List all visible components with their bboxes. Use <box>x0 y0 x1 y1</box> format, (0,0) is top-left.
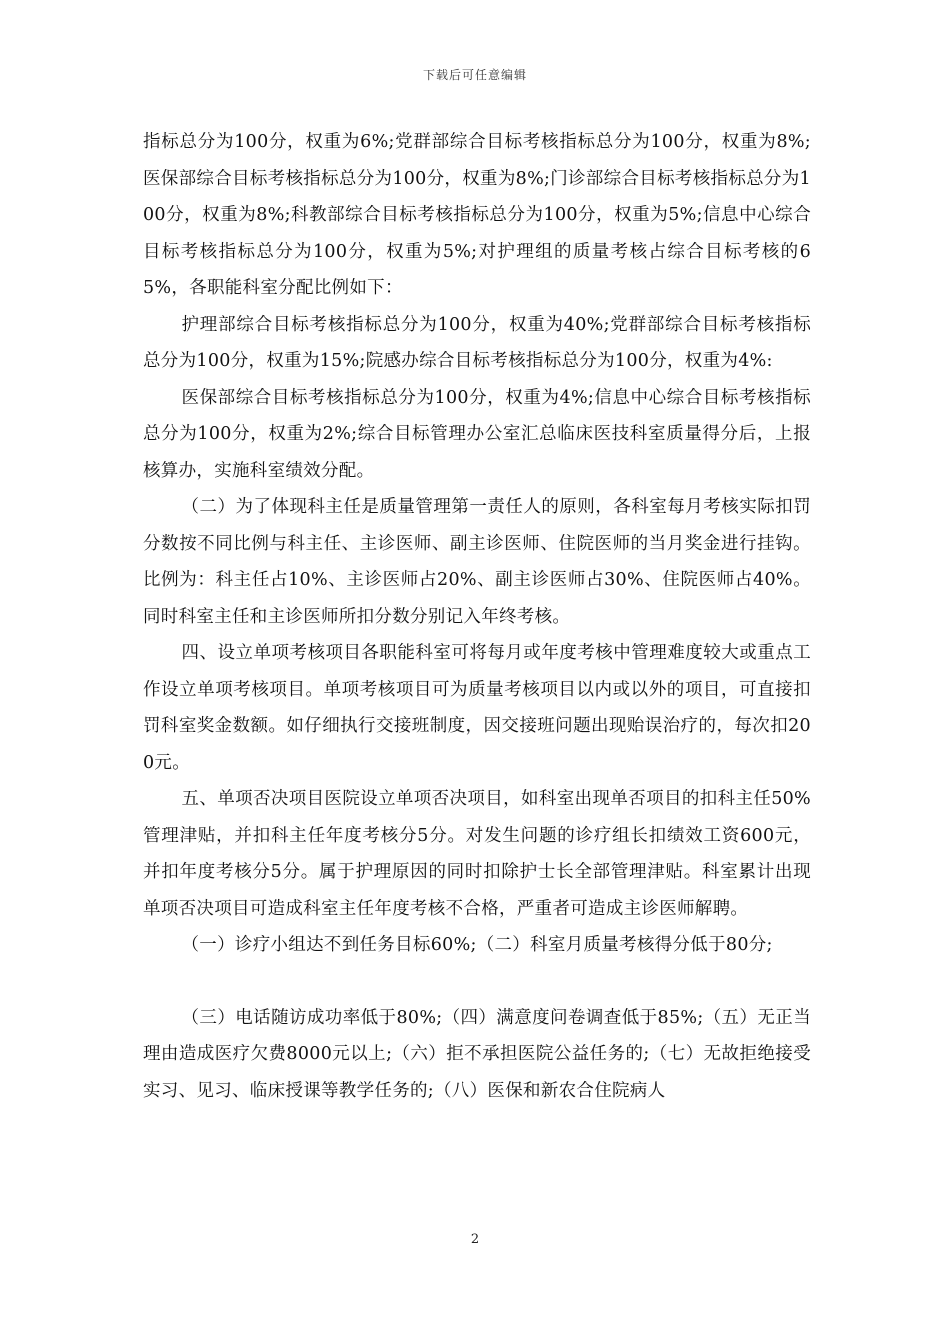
paragraph-single-item-veto: 五、单项否决项目医院设立单项否决项目，如科室出现单否项目的扣科主任50%管理津贴，并扣科主任年度考核分5分。对发生问题的诊疗组长扣绩效工资600元，并扣年度考核分5分。属于护理原因的同时扣除护士长全部管理津贴。科室累计出现单项否决项目可造成科室主任年度考核不合格，严重者可造成主诊医师解聘。 <box>143 789 811 919</box>
page-number: 2 <box>470 1232 480 1247</box>
paragraph-veto-items-2: （三）电话随访成功率低于80%;（四）满意度问卷调查低于85%;（五）无正当理由造成医疗欠费8000元以上;（六）拒不承担医院公益任务的;（七）无故拒绝接受实习、见习、临床授课等教学任务的;（八）医保和新农合住院病人 <box>143 1007 811 1101</box>
paragraph-single-item-assessment: 四、设立单项考核项目各职能科室可将每月或年度考核中管理难度较大或重点工作设立单项考核项目。单项考核项目可为质量考核项目以内或以外的项目，可直接扣罚科室奖金数额。如仔细执行交接班制度，因交接班问题出现贻误治疗的，每次扣200元。 <box>143 643 811 773</box>
document-body <box>143 124 811 1109</box>
paragraph-gap <box>143 964 811 1000</box>
paragraph-insurance-weights: 医保部综合目标考核指标总分为100分，权重为4%;信息中心综合目标考核指标总分为100分，权重为2%;综合目标管理办公室汇总临床医技科室质量得分后，上报核算办，实施科室绩效分配。 <box>143 387 811 481</box>
paragraph-nursing-weights: 护理部综合目标考核指标总分为100分，权重为40%;党群部综合目标考核指标总分为100分，权重为15%;院感办综合目标考核指标总分为100分，权重为4%: <box>143 314 811 371</box>
paragraph-director-responsibility: （二）为了体现科主任是质量管理第一责任人的原则，各科室每月考核实际扣罚分数按不同比例与科主任、主诊医师、副主诊医师、住院医师的当月奖金进行挂钩。比例为：科主任占10%、主诊医师占20%、副主诊医师占30%、住院医师占40%。同时科室主任和主诊医师所扣分数分别记入年终考核。 <box>143 497 811 627</box>
paragraph-weights-continued: 指标总分为100分，权重为6%;党群部综合目标考核指标总分为100分，权重为8%;医保部综合目标考核指标总分为100分，权重为8%;门诊部综合目标考核指标总分为100分，权重为8%;科教部综合目标考核指标总分为100分，权重为5%;信息中心综合目标考核指标总分为100分，权重为5%;对护理组的质量考核占综合目标考核的65%，各职能科室分配比例如下： <box>143 132 811 298</box>
paragraph-veto-items-1: （一）诊疗小组达不到任务目标60%;（二）科室月质量考核得分低于80分; <box>181 935 773 955</box>
page-header: 下载后可任意编辑 <box>422 68 527 82</box>
